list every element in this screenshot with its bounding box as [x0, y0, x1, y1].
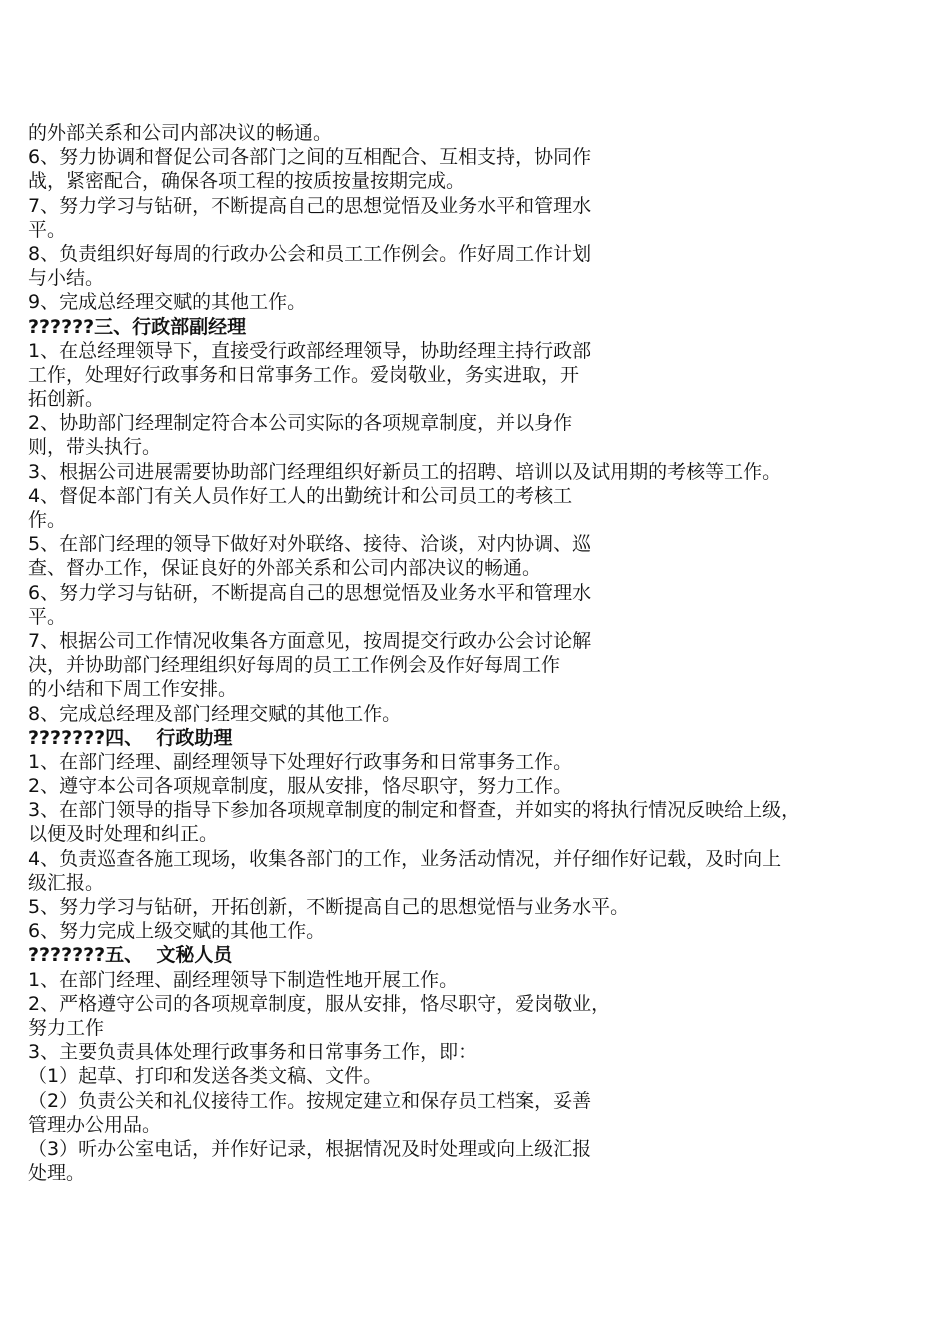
- section-heading: ??????三、行政部副经理: [28, 315, 247, 338]
- text-line: 1、在部门经理、副经理领导下制造性地开展工作。: [28, 968, 459, 991]
- text-line: （2）负责公关和礼仪接待工作。按规定建立和保存员工档案，妥善: [28, 1089, 592, 1112]
- text-line: 的外部关系和公司内部决议的畅通。: [28, 122, 333, 144]
- text-line: 4、负责巡查各施工现场，收集各部门的工作，业务活动情况，并仔细作好记载，及时向上: [28, 847, 782, 870]
- text-line: 3、根据公司进展需要协助部门经理组织好新员工的招聘、培训以及试用期的考核等工作。: [28, 460, 782, 483]
- text-line: 8、负责组织好每周的行政办公会和员工工作例会。作好周工作计划: [28, 242, 592, 265]
- text-line: 的小结和下周工作安排。: [28, 678, 238, 701]
- text-line: 5、在部门经理的领导下做好对外联络、接待、洽谈，对内协调、巡: [28, 533, 592, 556]
- text-line: 3、主要负责具体处理行政事务和日常事务工作，即：: [28, 1041, 478, 1064]
- text-line: 2、严格遵守公司的各项规章制度，服从安排，恪尽职守，爱岗敬业，: [28, 992, 611, 1015]
- text-line: 拓创新。: [28, 388, 105, 411]
- document-body: [28, 121, 928, 1185]
- text-line: 2、协助部门经理制定符合本公司实际的各项规章制度，并以身作: [28, 412, 573, 435]
- section-heading: ???????四、 行政助理: [28, 726, 233, 749]
- text-line: 以便及时处理和纠正。: [28, 823, 219, 846]
- text-line: 3、在部门领导的指导下参加各项规章制度的制定和督查，并如实的将执行情况反映给上级，: [28, 799, 801, 822]
- text-line: 平。: [28, 218, 67, 241]
- text-line: 平。: [28, 605, 67, 628]
- text-line: 7、努力学习与钻研，不断提高自己的思想觉悟及业务水平和管理水: [28, 194, 592, 217]
- text-line: 4、督促本部门有关人员作好工人的出勤统计和公司员工的考核工: [28, 484, 573, 507]
- text-line: 则，带头执行。: [28, 436, 162, 459]
- section-heading: ???????五、 文秘人员: [28, 944, 233, 967]
- text-line: 作。: [28, 509, 67, 531]
- text-line: 7、根据公司工作情况收集各方面意见，按周提交行政办公会讨论解: [28, 629, 592, 652]
- text-line: 努力工作: [28, 1016, 105, 1039]
- text-line: （1）起草、打印和发送各类文稿、文件。: [28, 1065, 383, 1088]
- text-line: 与小结。: [28, 267, 105, 290]
- text-line: 管理办公用品。: [28, 1113, 162, 1136]
- text-line: 2、遵守本公司各项规章制度，服从安排，恪尽职守，努力工作。: [28, 775, 573, 798]
- text-line: 5、努力学习与钻研，开拓创新，不断提高自己的思想觉悟与业务水平。: [28, 896, 630, 918]
- text-line: 处理。: [28, 1162, 86, 1185]
- text-line: 6、努力完成上级交赋的其他工作。: [28, 920, 326, 943]
- text-line: 6、努力学习与钻研，不断提高自己的思想觉悟及业务水平和管理水: [28, 581, 592, 604]
- text-line: 级汇报。: [28, 871, 105, 894]
- text-line: 9、完成总经理交赋的其他工作。: [28, 291, 307, 314]
- text-line: 战，紧密配合，确保各项工程的按质按量按期完成。: [28, 170, 466, 193]
- text-line: 1、在部门经理、副经理领导下处理好行政事务和日常事务工作。: [28, 750, 573, 773]
- text-line: （3）听办公室电话，并作好记录，根据情况及时处理或向上级汇报: [28, 1137, 592, 1160]
- text-line: 工作，处理好行政事务和日常事务工作。爱岗敬业，务实进取，开: [28, 363, 580, 386]
- text-line: 6、努力协调和督促公司各部门之间的互相配合、互相支持，协同作: [28, 146, 592, 169]
- text-line: 查、督办工作，保证良好的外部关系和公司内部决议的畅通。: [28, 557, 542, 580]
- text-line: 1、在总经理领导下，直接受行政部经理领导，协助经理主持行政部: [28, 339, 592, 362]
- text-line: 8、完成总经理及部门经理交赋的其他工作。: [28, 702, 402, 725]
- text-line: 决，并协助部门经理组织好每周的员工工作例会及作好每周工作: [28, 654, 561, 677]
